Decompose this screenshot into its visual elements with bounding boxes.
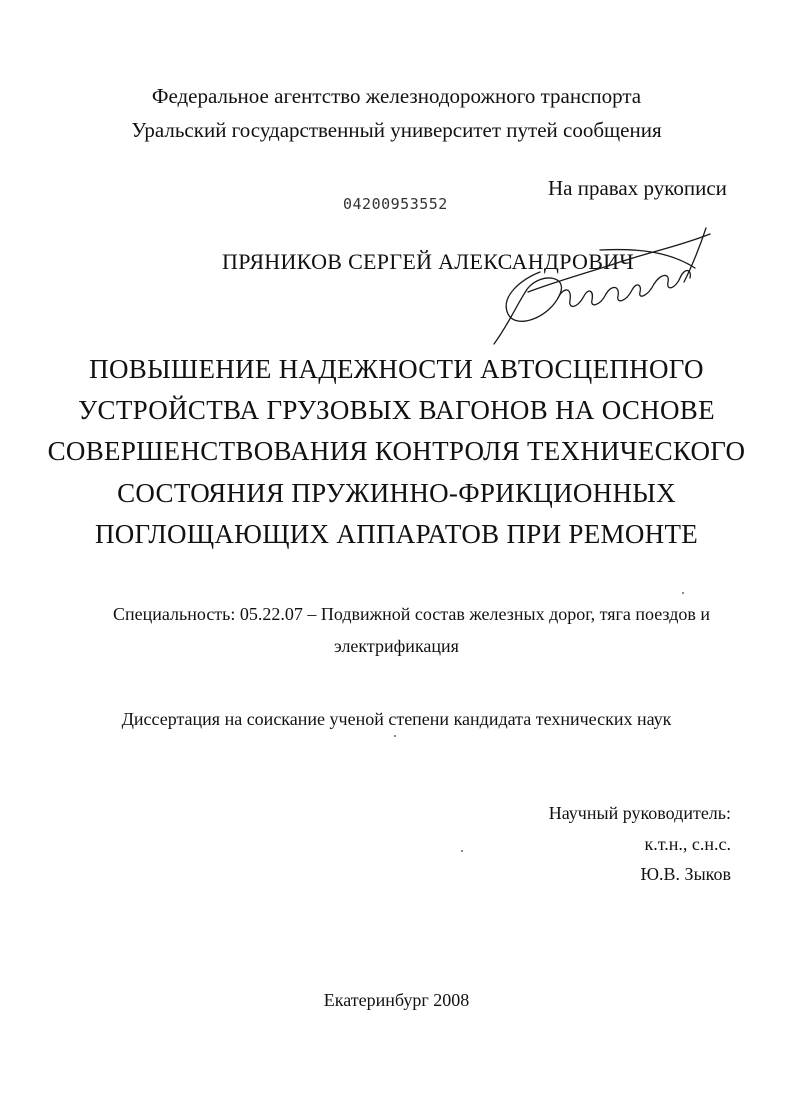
title-line-4: СОСТОЯНИЯ ПРУЖИННО-ФРИКЦИОННЫХ xyxy=(117,478,676,508)
scan-speck xyxy=(682,592,684,594)
supervisor-label: Научный руководитель: xyxy=(548,803,731,823)
author-name: ПРЯНИКОВ СЕРГЕЙ АЛЕКСАНДРОВИЧ xyxy=(222,249,634,274)
title-line-5: ПОГЛОЩАЮЩИХ АППАРАТОВ ПРИ РЕМОНТЕ xyxy=(94,519,699,549)
title-line-2: УСТРОЙСТВА ГРУЗОВЫХ ВАГОНОВ НА ОСНОВЕ xyxy=(78,395,715,425)
agency-name: Федеральное агентство железнодорожного транспорта xyxy=(151,84,642,108)
title-line-1: ПОВЫШЕНИЕ НАДЕЖНОСТИ АВТОСЦЕПНОГО xyxy=(89,354,704,384)
supervisor-degree: к.т.н., с.н.с. xyxy=(644,834,731,854)
specialty-line-1: Специальность: 05.22.07 – Подвижной состав железных дорог, тяга поездов и xyxy=(113,604,710,624)
title-line-3: СОВЕРШЕНСТВОВАНИЯ КОНТРОЛЯ ТЕХНИЧЕСКОГО xyxy=(47,436,746,466)
supervisor-name: Ю.В. Зыков xyxy=(640,864,731,884)
scan-speck xyxy=(394,735,396,737)
catalog-code: 04200953552 xyxy=(343,195,448,213)
specialty-line-2: электрификация xyxy=(334,636,459,656)
rights-note: На правах рукописи xyxy=(548,176,727,200)
scan-speck xyxy=(461,850,463,852)
university-name: Уральский государственный университет путей сообщения xyxy=(131,118,662,142)
handwritten-signature xyxy=(480,222,720,352)
dissertation-statement: Диссертация на соискание ученой степени кандидата технических наук xyxy=(121,709,672,729)
city-year: Екатеринбург 2008 xyxy=(323,990,470,1010)
